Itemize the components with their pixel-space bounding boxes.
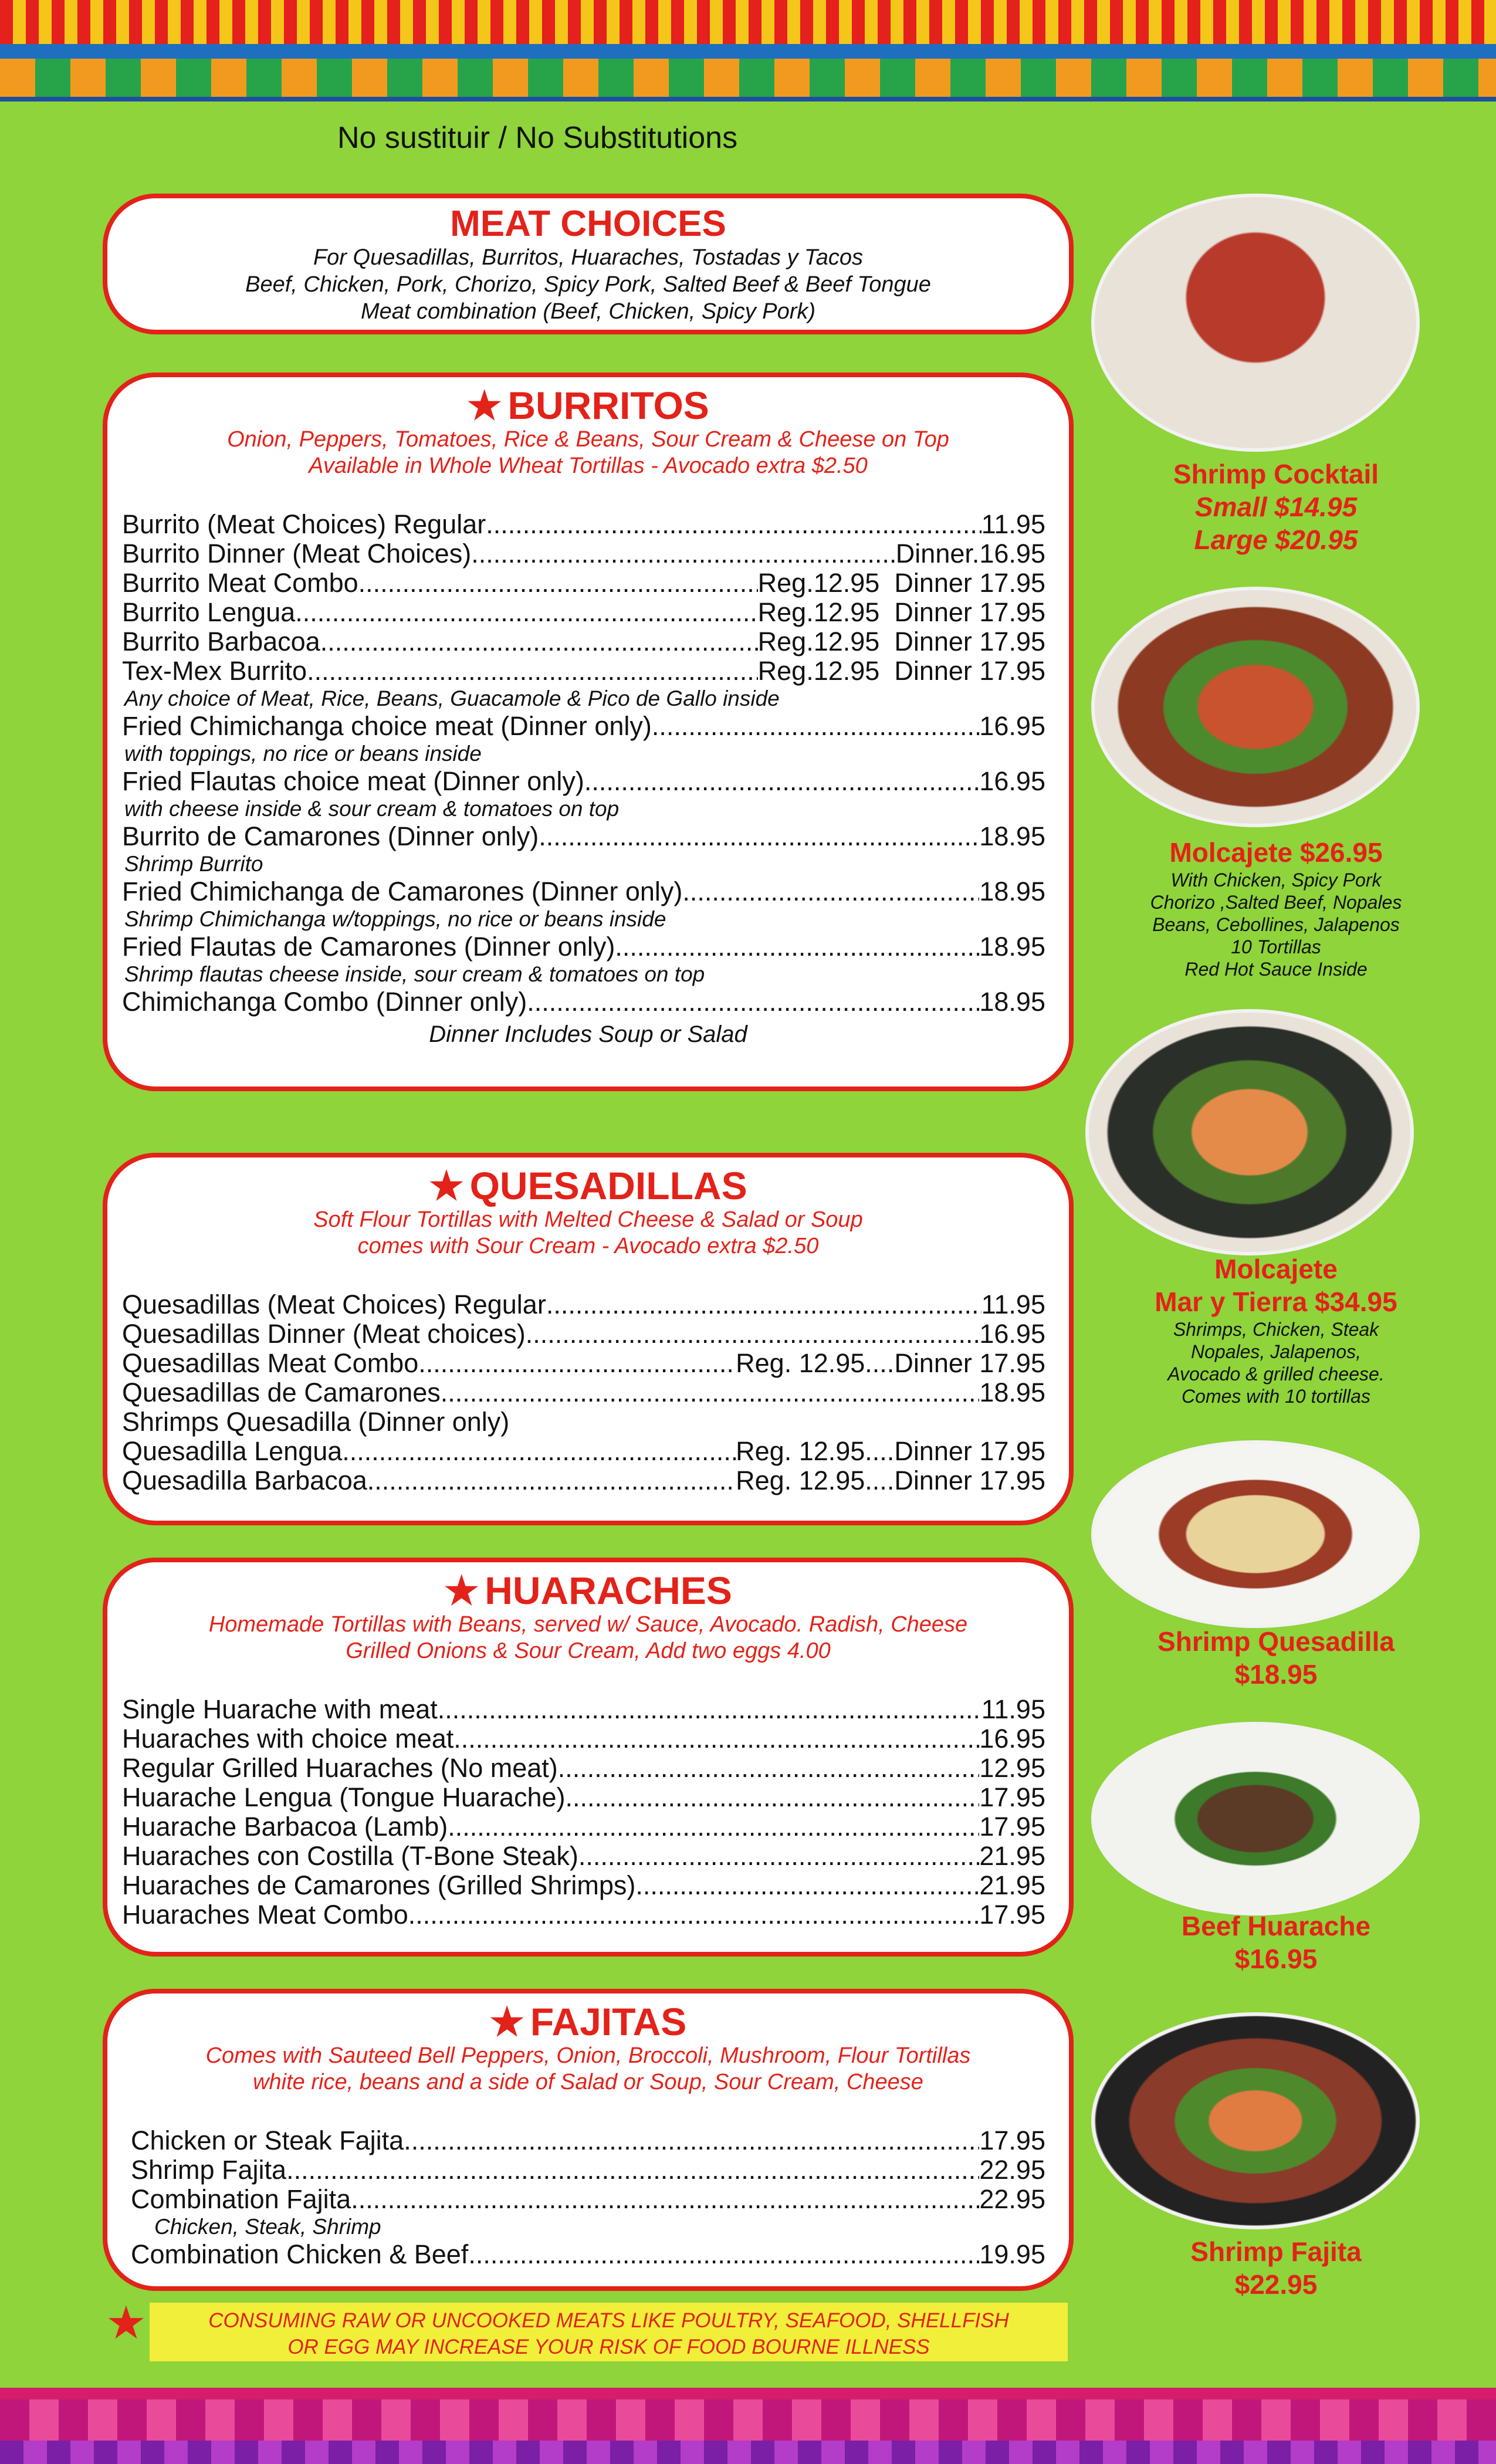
menu-item <box>122 1378 1045 1407</box>
menu-item-price: 11.95 <box>981 1694 1045 1724</box>
menu-item-note: Shrimp flautas cheese inside, sour cream & tomatoes on top <box>124 962 705 986</box>
dot-leader <box>367 1466 736 1495</box>
beef-huarache-photo <box>1091 1722 1420 1915</box>
huaraches-subtitle: Homemade Tortillas with Beans, served w/ Sauce, Avocado. Radish, Cheese <box>208 1612 968 1637</box>
menu-item-name: Combination Fajita <box>131 2184 351 2214</box>
menu-item <box>131 2240 1045 2269</box>
shrimp-cocktail-photo <box>1091 194 1420 452</box>
burritos-title <box>107 384 1069 427</box>
dot-leader <box>448 1812 979 1842</box>
burritos-title-text: BURRITOS <box>507 384 709 427</box>
dot-leader <box>404 2126 979 2155</box>
menu-item-name: Burrito de Camarones (Dinner only) <box>122 821 539 851</box>
menu-item-price: 11.95 <box>981 509 1045 539</box>
molcajete-mar-desc: Avocado & grilled cheese. <box>1167 1363 1385 1385</box>
menu-item-name: Quesadillas Meat Combo <box>122 1348 419 1378</box>
bottom-decorative-border <box>0 2388 1496 2464</box>
dot-leader <box>578 1842 980 1871</box>
menu-item-name: Quesadilla Barbacoa <box>122 1465 367 1495</box>
dot-leader <box>418 1349 736 1378</box>
menu-item-price: 18.95 <box>979 987 1045 1017</box>
quesadillas-title-text: QUESADILLAS <box>469 1164 747 1207</box>
fajitas-items <box>131 2126 1045 2269</box>
star-icon: ★ <box>489 2000 524 2043</box>
burritos-footer: Dinner Includes Soup or Salad <box>429 1021 747 1047</box>
shrimp-fajita-caption <box>1091 2235 1461 2301</box>
dot-leader <box>295 598 757 627</box>
menu-item-note: with cheese inside & sour cream & tomatoes on top <box>124 797 620 821</box>
menu-item <box>122 822 1045 851</box>
menu-item-name: Combination Chicken & Beef <box>131 2239 469 2269</box>
molcajete-caption <box>1091 836 1461 980</box>
menu-item-price: 21.95 <box>979 1841 1045 1871</box>
menu-item <box>122 568 1045 598</box>
meat-choices-section <box>103 194 1074 334</box>
dot-leader <box>286 2155 979 2185</box>
menu-item-price: Reg. 12.95....Dinner 17.95 <box>736 1465 1045 1495</box>
fajitas-title-text: FAJITAS <box>530 2000 687 2043</box>
star-icon: ★ <box>106 2297 147 2348</box>
dot-leader <box>566 1783 980 1812</box>
huaraches-subtitle: Grilled Onions & Sour Cream, Add two eggs 4.00 <box>346 1639 831 1663</box>
molcajete-photo <box>1091 587 1420 827</box>
menu-item-name: Tex-Mex Burrito <box>122 656 307 686</box>
menu-item-name: Fried Chimichanga de Camarones (Dinner only) <box>122 876 683 906</box>
quesadillas-subtitle: Soft Flour Tortillas with Melted Cheese & Salad or Soup <box>313 1207 863 1232</box>
menu-item <box>122 932 1045 962</box>
molcajete-desc: 10 Tortillas <box>1231 936 1321 957</box>
menu-item-price: 18.95 <box>979 821 1045 851</box>
menu-item-price: 17.95 <box>979 1812 1045 1842</box>
menu-item-price: Reg.12.95 Dinner 17.95 <box>757 568 1045 598</box>
menu-item <box>122 539 1045 568</box>
menu-item <box>122 510 1045 539</box>
menu-item-name: Quesadillas de Camarones <box>122 1377 441 1407</box>
menu-item <box>122 1695 1045 1724</box>
menu-item-name: Quesadilla Lengua <box>122 1436 343 1466</box>
menu-item <box>131 2126 1045 2155</box>
molcajete-mar-desc: Shrimps, Chicken, Steak <box>1173 1319 1379 1340</box>
star-icon: ★ <box>467 384 502 427</box>
dot-leader <box>526 1319 980 1349</box>
menu-item-price: 16.95 <box>979 1724 1045 1754</box>
menu-item-price: 16.95 <box>979 766 1045 796</box>
burritos-items <box>122 510 1045 1017</box>
menu-item <box>122 1349 1045 1378</box>
menu-item-price: 16.95 <box>979 711 1045 741</box>
menu-item-name: Quesadillas (Meat Choices) Regular <box>122 1289 546 1319</box>
fajitas-subtitle: Comes with Sauteed Bell Peppers, Onion, Broccoli, Mushroom, Flour Tortillas <box>205 2043 971 2068</box>
molcajete-title: Molcajete $26.95 <box>1169 837 1383 868</box>
menu-item-name: Regular Grilled Huaraches (No meat) <box>122 1753 558 1783</box>
shrimp-cocktail-large: Large $20.95 <box>1194 524 1358 555</box>
dot-leader <box>453 1724 979 1754</box>
menu-item-price: Reg.12.95 Dinner 17.95 <box>757 627 1045 656</box>
dot-leader <box>539 822 979 851</box>
dot-leader <box>320 627 758 656</box>
molcajete-desc: Beans, Cebollines, Jalapenos <box>1152 914 1400 935</box>
star-icon: ★ <box>429 1164 464 1207</box>
menu-item <box>122 1290 1045 1319</box>
quesadillas-title <box>107 1165 1069 1207</box>
menu-item <box>122 877 1045 906</box>
menu-item <box>122 1754 1045 1783</box>
menu-item-name: Huaraches with choice meat <box>122 1724 454 1754</box>
menu-item <box>122 1724 1045 1754</box>
menu-item-name: Burrito Barbacoa <box>122 627 320 656</box>
dot-leader <box>546 1290 981 1319</box>
shrimp-quesadilla-title: Shrimp Quesadilla <box>1157 1626 1395 1657</box>
dot-leader <box>471 539 896 568</box>
molcajete-desc: Red Hot Sauce Inside <box>1184 959 1368 980</box>
menu-item-name: Burrito Meat Combo <box>122 568 358 598</box>
shrimp-quesadilla-price: $18.95 <box>1234 1659 1318 1690</box>
menu-item-name: Quesadillas Dinner (Meat choices) <box>122 1319 526 1349</box>
menu-item-price: 12.95 <box>979 1753 1045 1783</box>
star-icon: ★ <box>444 1569 479 1612</box>
menu-item-note: with toppings, no rice or beans inside <box>124 742 482 766</box>
dot-leader <box>558 1754 980 1783</box>
no-substitutions-notice: No sustituir / No Substitutions <box>337 121 738 155</box>
menu-item <box>122 1319 1045 1349</box>
menu-item-price: 21.95 <box>979 1870 1045 1900</box>
menu-item <box>122 1466 1045 1495</box>
menu-item-note: Shrimp Chimichanga w/toppings, no rice or beans inside <box>124 907 666 931</box>
menu-item <box>122 987 1045 1017</box>
menu-item-name: Huarache Lengua (Tongue Huarache) <box>122 1782 566 1812</box>
dot-leader <box>584 767 980 796</box>
menu-item-name: Chimichanga Combo (Dinner only) <box>122 987 527 1017</box>
beef-huarache-price: $16.95 <box>1234 1944 1318 1974</box>
menu-item-name: Huarache Barbacoa (Lamb) <box>122 1812 448 1842</box>
menu-item-note: Shrimp Burrito <box>124 852 263 876</box>
burritos-subtitle: Available in Whole Wheat Tortillas - Avocado extra $2.50 <box>309 453 868 478</box>
menu-item <box>131 2155 1045 2185</box>
menu-item <box>122 1437 1045 1466</box>
menu-item <box>122 1842 1045 1871</box>
menu-item-name: Huaraches Meat Combo <box>122 1900 408 1930</box>
menu-item <box>122 1783 1045 1812</box>
warning-line: OR EGG MAY INCREASE YOUR RISK OF FOOD BOURNE ILLNESS <box>287 2336 930 2358</box>
shrimp-quesadilla-photo <box>1091 1440 1420 1628</box>
quesadillas-items <box>122 1290 1045 1495</box>
menu-item-note: Chicken, Steak, Shrimp <box>154 2215 381 2239</box>
top-decorative-border <box>0 0 1496 101</box>
menu-item-note: Any choice of Meat, Rice, Beans, Guacamole & Pico de Gallo inside <box>124 686 780 710</box>
warning-line: CONSUMING RAW OR UNCOOKED MEATS LIKE POULTRY, SEAFOOD, SHELLFISH <box>208 2309 1009 2332</box>
menu-item-price: Reg. 12.95....Dinner 17.95 <box>736 1436 1045 1466</box>
beef-huarache-title: Beef Huarache <box>1181 1911 1371 1941</box>
menu-item-price: 16.95 <box>979 1319 1045 1349</box>
menu-item <box>122 627 1045 656</box>
shrimp-cocktail-caption <box>1091 458 1461 556</box>
menu-item-price: 22.95 <box>979 2155 1045 2185</box>
menu-item-name: Single Huarache with meat <box>122 1694 438 1724</box>
menu-item-name: Fried Flautas de Camarones (Dinner only) <box>122 932 615 962</box>
menu-item <box>131 2185 1045 2214</box>
shrimp-cocktail-title: Shrimp Cocktail <box>1173 459 1379 489</box>
molcajete-mar-y-tierra-caption <box>1091 1253 1461 1407</box>
molcajete-mar-title: Molcajete <box>1214 1254 1338 1284</box>
menu-item-price: Reg. 12.95....Dinner 17.95 <box>736 1348 1045 1378</box>
molcajete-mar-desc: Comes with 10 tortillas <box>1182 1386 1370 1407</box>
menu-item-price: Reg.12.95 Dinner 17.95 <box>757 597 1045 627</box>
dot-leader <box>615 932 979 962</box>
menu-item-price: 17.95 <box>979 1782 1045 1812</box>
menu-item-name: Shrimp Fajita <box>131 2155 287 2185</box>
huaraches-title <box>107 1569 1069 1612</box>
meat-choices-line: Meat combination (Beef, Chicken, Spicy Pork) <box>360 299 816 324</box>
dot-leader <box>441 1378 980 1407</box>
menu-item-name: Burrito Lengua <box>122 597 296 627</box>
dot-leader <box>408 1900 980 1930</box>
molcajete-desc: With Chicken, Spicy Pork <box>1170 869 1382 891</box>
menu-item-name: Huaraches con Costilla (T-Bone Steak) <box>122 1841 578 1871</box>
molcajete-mar-title-price: Mar y Tierra $34.95 <box>1155 1287 1397 1317</box>
huaraches-title-text: HUARACHES <box>485 1569 732 1612</box>
quesadillas-section <box>103 1153 1074 1525</box>
dot-leader <box>652 712 979 741</box>
dot-leader <box>635 1871 979 1900</box>
menu-item-price: 22.95 <box>979 2184 1045 2214</box>
menu-item-price: 18.95 <box>979 932 1045 962</box>
menu-item-price: 18.95 <box>979 1377 1045 1407</box>
menu-item <box>122 1900 1045 1930</box>
menu-item <box>122 1871 1045 1900</box>
menu-item-name: Burrito Dinner (Meat Choices) <box>122 539 472 568</box>
dot-leader <box>351 2185 979 2214</box>
menu-item-name: Chicken or Steak Fajita <box>131 2125 404 2155</box>
menu-item-name: Huaraches de Camarones (Grilled Shrimps) <box>122 1870 636 1900</box>
menu-item-price: 17.95 <box>979 2125 1045 2155</box>
menu-item-price: Reg.12.95 Dinner 17.95 <box>757 656 1045 686</box>
menu-item <box>122 656 1045 686</box>
quesadillas-subtitle: comes with Sour Cream - Avocado extra $2.50 <box>357 1234 819 1258</box>
menu-item-name: Fried Chimichanga choice meat (Dinner only) <box>122 711 652 741</box>
dot-leader <box>358 568 758 598</box>
molcajete-desc: Chorizo ,Salted Beef, Nopales <box>1150 892 1402 913</box>
dot-leader <box>682 877 979 906</box>
shrimp-fajita-photo <box>1091 2012 1420 2229</box>
dot-leader <box>438 1695 981 1724</box>
shrimp-fajita-price: $22.95 <box>1234 2269 1318 2300</box>
huaraches-items <box>122 1695 1045 1930</box>
fajitas-title <box>107 2001 1069 2043</box>
menu-item-price: 11.95 <box>981 1289 1045 1319</box>
meat-choices-title: MEAT CHOICES <box>450 204 726 244</box>
molcajete-mar-y-tierra-photo <box>1085 1009 1414 1255</box>
dot-leader <box>527 987 979 1017</box>
menu-item-name: Shrimps Quesadilla (Dinner only) <box>122 1407 510 1437</box>
fajitas-section <box>103 1989 1074 2291</box>
shrimp-fajita-title: Shrimp Fajita <box>1190 2236 1362 2267</box>
menu-item <box>122 1407 1045 1437</box>
menu-item <box>122 598 1045 627</box>
menu-item-name: Burrito (Meat Choices) Regular <box>122 509 486 539</box>
menu-item-price: Dinner.16.95 <box>895 539 1045 568</box>
menu-item <box>122 767 1045 796</box>
huaraches-section <box>103 1558 1074 1957</box>
menu-item-name: Fried Flautas choice meat (Dinner only) <box>122 766 584 796</box>
menu-item <box>122 712 1045 741</box>
meat-choices-line: Beef, Chicken, Pork, Chorizo, Spicy Pork, Salted Beef & Beef Tongue <box>245 272 931 297</box>
dot-leader <box>342 1437 736 1466</box>
menu-item-price: 17.95 <box>979 1900 1045 1930</box>
menu-item-price: 18.95 <box>979 876 1045 906</box>
shrimp-cocktail-small: Small $14.95 <box>1194 492 1358 522</box>
fajitas-subtitle: white rice, beans and a side of Salad or Soup, Sour Cream, Cheese <box>253 2070 923 2094</box>
food-safety-warning <box>150 2303 1068 2361</box>
molcajete-mar-desc: Nopales, Jalapenos, <box>1191 1341 1361 1362</box>
beef-huarache-caption <box>1091 1910 1461 1975</box>
meat-choices-line: For Quesadillas, Burritos, Huaraches, Tostadas y Tacos <box>313 245 864 270</box>
burritos-section <box>103 373 1074 1091</box>
burritos-subtitle: Onion, Peppers, Tomatoes, Rice & Beans, Sour Cream & Cheese on Top <box>227 427 949 452</box>
shrimp-quesadilla-caption <box>1091 1625 1461 1691</box>
dot-leader <box>468 2240 979 2269</box>
menu-item <box>122 1812 1045 1842</box>
dot-leader <box>486 510 981 539</box>
dot-leader <box>307 656 758 686</box>
menu-item-price: 19.95 <box>979 2239 1045 2269</box>
